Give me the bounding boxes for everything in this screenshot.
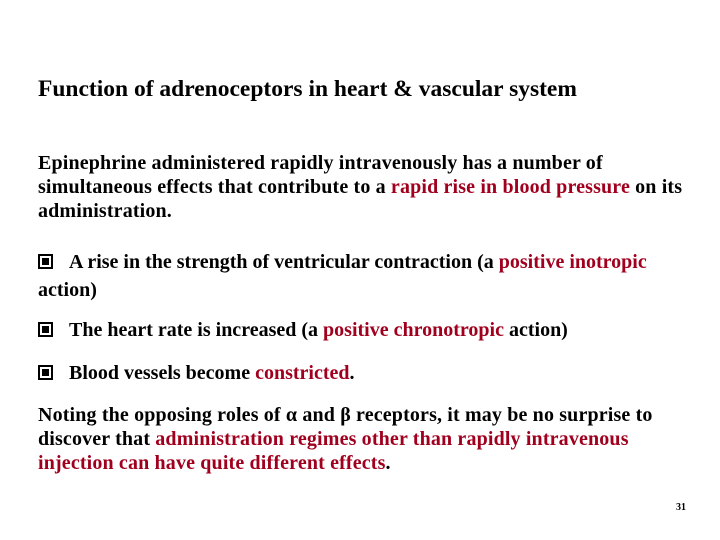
alpha-symbol: α [285,404,298,426]
page-number: 31 [676,502,686,513]
bullet-text: A rise in the strength of ventricular contraction (a [69,251,499,273]
bullet-text-end: action) [503,319,568,341]
bullet-item [38,314,688,346]
closing-paragraph [38,403,688,475]
closing-text: receptors, it may be no surprise to discover that [38,404,653,450]
closing-text: and [297,404,341,426]
checkbox-bullet-icon [38,322,53,337]
slide-title: Function of adrenoceptors in heart & vascular system [38,76,577,102]
intro-text-end: on its administration. [38,176,683,222]
bullet-highlight: positive inotropic [498,251,647,273]
bullet-highlight: constricted [255,362,350,384]
bullet-text: The heart rate is increased (a [69,319,324,341]
bullet-text: Blood vessels become [69,362,256,384]
bullet-item [38,357,688,389]
closing-highlight: administration regimes other than rapidly intravenous injection can have quite different effects [38,428,629,474]
closing-text: Noting the opposing roles of [38,404,286,426]
bullet-text-end: . [349,362,355,384]
checkbox-bullet-icon [38,365,53,380]
intro-paragraph [38,151,688,223]
checkbox-bullet-icon [38,254,53,269]
closing-text-end: . [385,452,391,474]
intro-text: Epinephrine administered rapidly intravenously has a number of simultaneous effects that contribute to a [38,152,603,198]
bullet-item [38,248,688,304]
beta-symbol: β [340,404,351,426]
bullet-text-end: action) [38,279,97,301]
bullet-highlight: positive chronotropic [323,319,504,341]
intro-highlight: rapid rise in blood pressure [390,176,630,198]
